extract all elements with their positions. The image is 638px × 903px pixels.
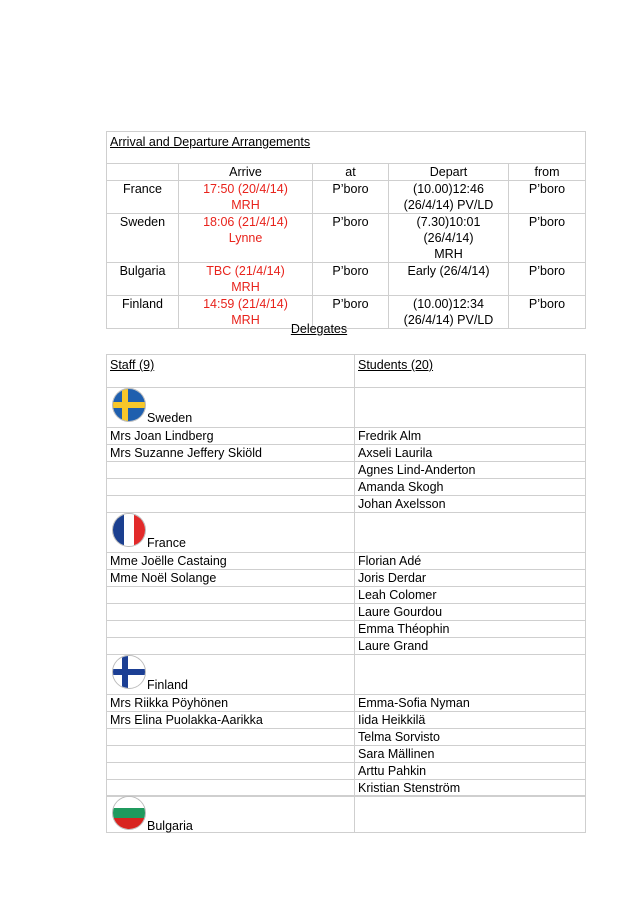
delegate-row — [107, 746, 586, 763]
staff-name: Mrs Elina Puolakka-Aarikka — [107, 712, 355, 729]
country-name: Bulgaria — [147, 819, 193, 833]
staff-name — [107, 462, 355, 479]
departure-from: P’boro — [509, 263, 586, 296]
country-name: Finland — [147, 678, 188, 692]
staff-header-text: Staff (9) — [110, 358, 155, 372]
arrivals-title-cell — [107, 132, 586, 164]
delegates-heading: Delegates — [290, 322, 348, 336]
sweden-flag-icon — [112, 388, 146, 422]
country-row — [107, 796, 586, 833]
student-name: Fredrik Alm — [355, 428, 586, 445]
delegate-row — [107, 695, 586, 712]
delegate-row — [107, 763, 586, 780]
staff-name — [107, 729, 355, 746]
arrival-at: P’boro — [313, 263, 389, 296]
arrival-host: MRH — [231, 280, 260, 294]
delegates-body — [107, 388, 586, 797]
staff-name — [107, 587, 355, 604]
students-header-text: Students (20) — [358, 358, 434, 372]
arrivals-header-row — [107, 164, 586, 181]
arrival-time: 18:06 (21/4/14) — [203, 215, 288, 229]
country-name: France — [147, 536, 186, 550]
header-country — [107, 164, 179, 181]
student-name: Johan Axelsson — [355, 496, 586, 513]
departure-cell — [389, 181, 509, 214]
header-from: from — [509, 164, 586, 181]
departure-detail: (26/4/14) PV/LD — [403, 198, 494, 212]
departure-from: P’boro — [509, 296, 586, 329]
student-name: Joris Derdar — [355, 570, 586, 587]
arrivals-body — [107, 181, 586, 329]
delegates-header-row — [107, 355, 586, 388]
departure-cell — [389, 263, 509, 296]
arrival-time-cell — [179, 214, 313, 263]
delegate-row — [107, 621, 586, 638]
student-name: Laure Gourdou — [355, 604, 586, 621]
staff-name — [107, 780, 355, 797]
arrival-time: 14:59 (21/4/14) — [203, 297, 288, 311]
arrival-host: Lynne — [228, 231, 263, 245]
country-cell-empty — [355, 513, 586, 553]
finland-flag-icon — [112, 655, 146, 689]
staff-name: Mrs Riikka Pöyhönen — [107, 695, 355, 712]
student-name: Emma Théophin — [355, 621, 586, 638]
arrivals-title: Arrival and Departure Arrangements — [110, 135, 311, 149]
student-name: Laure Grand — [355, 638, 586, 655]
header-arrive: Arrive — [179, 164, 313, 181]
delegate-row — [107, 638, 586, 655]
departure-from: P’boro — [509, 181, 586, 214]
country-cell-empty — [355, 388, 586, 428]
country-row — [107, 655, 586, 695]
student-name: Florian Adé — [355, 553, 586, 570]
bulgaria-flag-icon — [112, 796, 146, 830]
staff-name — [107, 496, 355, 513]
student-name: Leah Colomer — [355, 587, 586, 604]
delegate-row — [107, 729, 586, 746]
bulgaria-body — [107, 796, 586, 833]
staff-name: Mrs Joan Lindberg — [107, 428, 355, 445]
country-row — [107, 388, 586, 428]
arrival-at: P’boro — [313, 296, 389, 329]
departure-time: (7.30)10:01 (26/4/14) — [416, 215, 481, 245]
delegate-row — [107, 712, 586, 729]
arrival-at: P’boro — [313, 181, 389, 214]
student-name: Amanda Skogh — [355, 479, 586, 496]
delegate-row — [107, 428, 586, 445]
departure-detail: MRH — [434, 247, 463, 261]
delegate-row — [107, 587, 586, 604]
country-cell — [107, 796, 355, 833]
delegate-row — [107, 462, 586, 479]
delegate-row — [107, 570, 586, 587]
header-at: at — [313, 164, 389, 181]
students-header — [355, 355, 586, 388]
student-name: Kristian Stenström — [355, 780, 586, 797]
staff-name — [107, 638, 355, 655]
country-row — [107, 513, 586, 553]
student-name: Telma Sorvisto — [355, 729, 586, 746]
arrival-time: 17:50 (20/4/14) — [203, 182, 288, 196]
arrival-host: MRH — [231, 198, 260, 212]
bulgaria-table — [106, 795, 586, 833]
country-cell — [107, 513, 355, 553]
staff-name — [107, 746, 355, 763]
student-name: Sara Mällinen — [355, 746, 586, 763]
departure-from: P’boro — [509, 214, 586, 263]
staff-name: Mrs Suzanne Jeffery Skiöld — [107, 445, 355, 462]
delegate-row — [107, 553, 586, 570]
staff-header — [107, 355, 355, 388]
student-name: Emma-Sofia Nyman — [355, 695, 586, 712]
arrival-country: Bulgaria — [107, 263, 179, 296]
delegate-row — [107, 445, 586, 462]
arrival-row — [107, 181, 586, 214]
departure-time: (10.00)12:46 — [413, 182, 484, 196]
arrival-host: MRH — [231, 313, 260, 327]
arrival-country: France — [107, 181, 179, 214]
country-cell — [107, 388, 355, 428]
staff-name: Mme Joëlle Castaing — [107, 553, 355, 570]
delegates-table — [106, 354, 586, 797]
departure-cell — [389, 214, 509, 263]
country-cell-empty — [355, 655, 586, 695]
delegate-row — [107, 604, 586, 621]
departure-detail: (26/4/14) PV/LD — [403, 313, 494, 327]
student-name: Iida Heikkilä — [355, 712, 586, 729]
staff-name — [107, 621, 355, 638]
arrival-at: P’boro — [313, 214, 389, 263]
country-name: Sweden — [147, 411, 193, 425]
staff-name — [107, 479, 355, 496]
student-name: Axseli Laurila — [355, 445, 586, 462]
student-name: Agnes Lind-Anderton — [355, 462, 586, 479]
staff-name — [107, 763, 355, 780]
delegate-row — [107, 496, 586, 513]
departure-time: Early (26/4/14) — [407, 264, 490, 278]
arrival-country: Finland — [107, 296, 179, 329]
delegate-row — [107, 479, 586, 496]
country-cell-empty — [355, 796, 586, 833]
student-name: Arttu Pahkin — [355, 763, 586, 780]
arrival-country: Sweden — [107, 214, 179, 263]
arrival-row — [107, 263, 586, 296]
header-depart: Depart — [389, 164, 509, 181]
arrival-row — [107, 214, 586, 263]
france-flag-icon — [112, 513, 146, 547]
country-cell — [107, 655, 355, 695]
staff-name — [107, 604, 355, 621]
departure-time: (10.00)12:34 — [413, 297, 484, 311]
arrival-time-cell — [179, 263, 313, 296]
arrival-time: TBC (21/4/14) — [206, 264, 285, 278]
arrivals-table — [106, 131, 586, 329]
arrival-time-cell — [179, 181, 313, 214]
staff-name: Mme Noël Solange — [107, 570, 355, 587]
delegate-row — [107, 780, 586, 797]
